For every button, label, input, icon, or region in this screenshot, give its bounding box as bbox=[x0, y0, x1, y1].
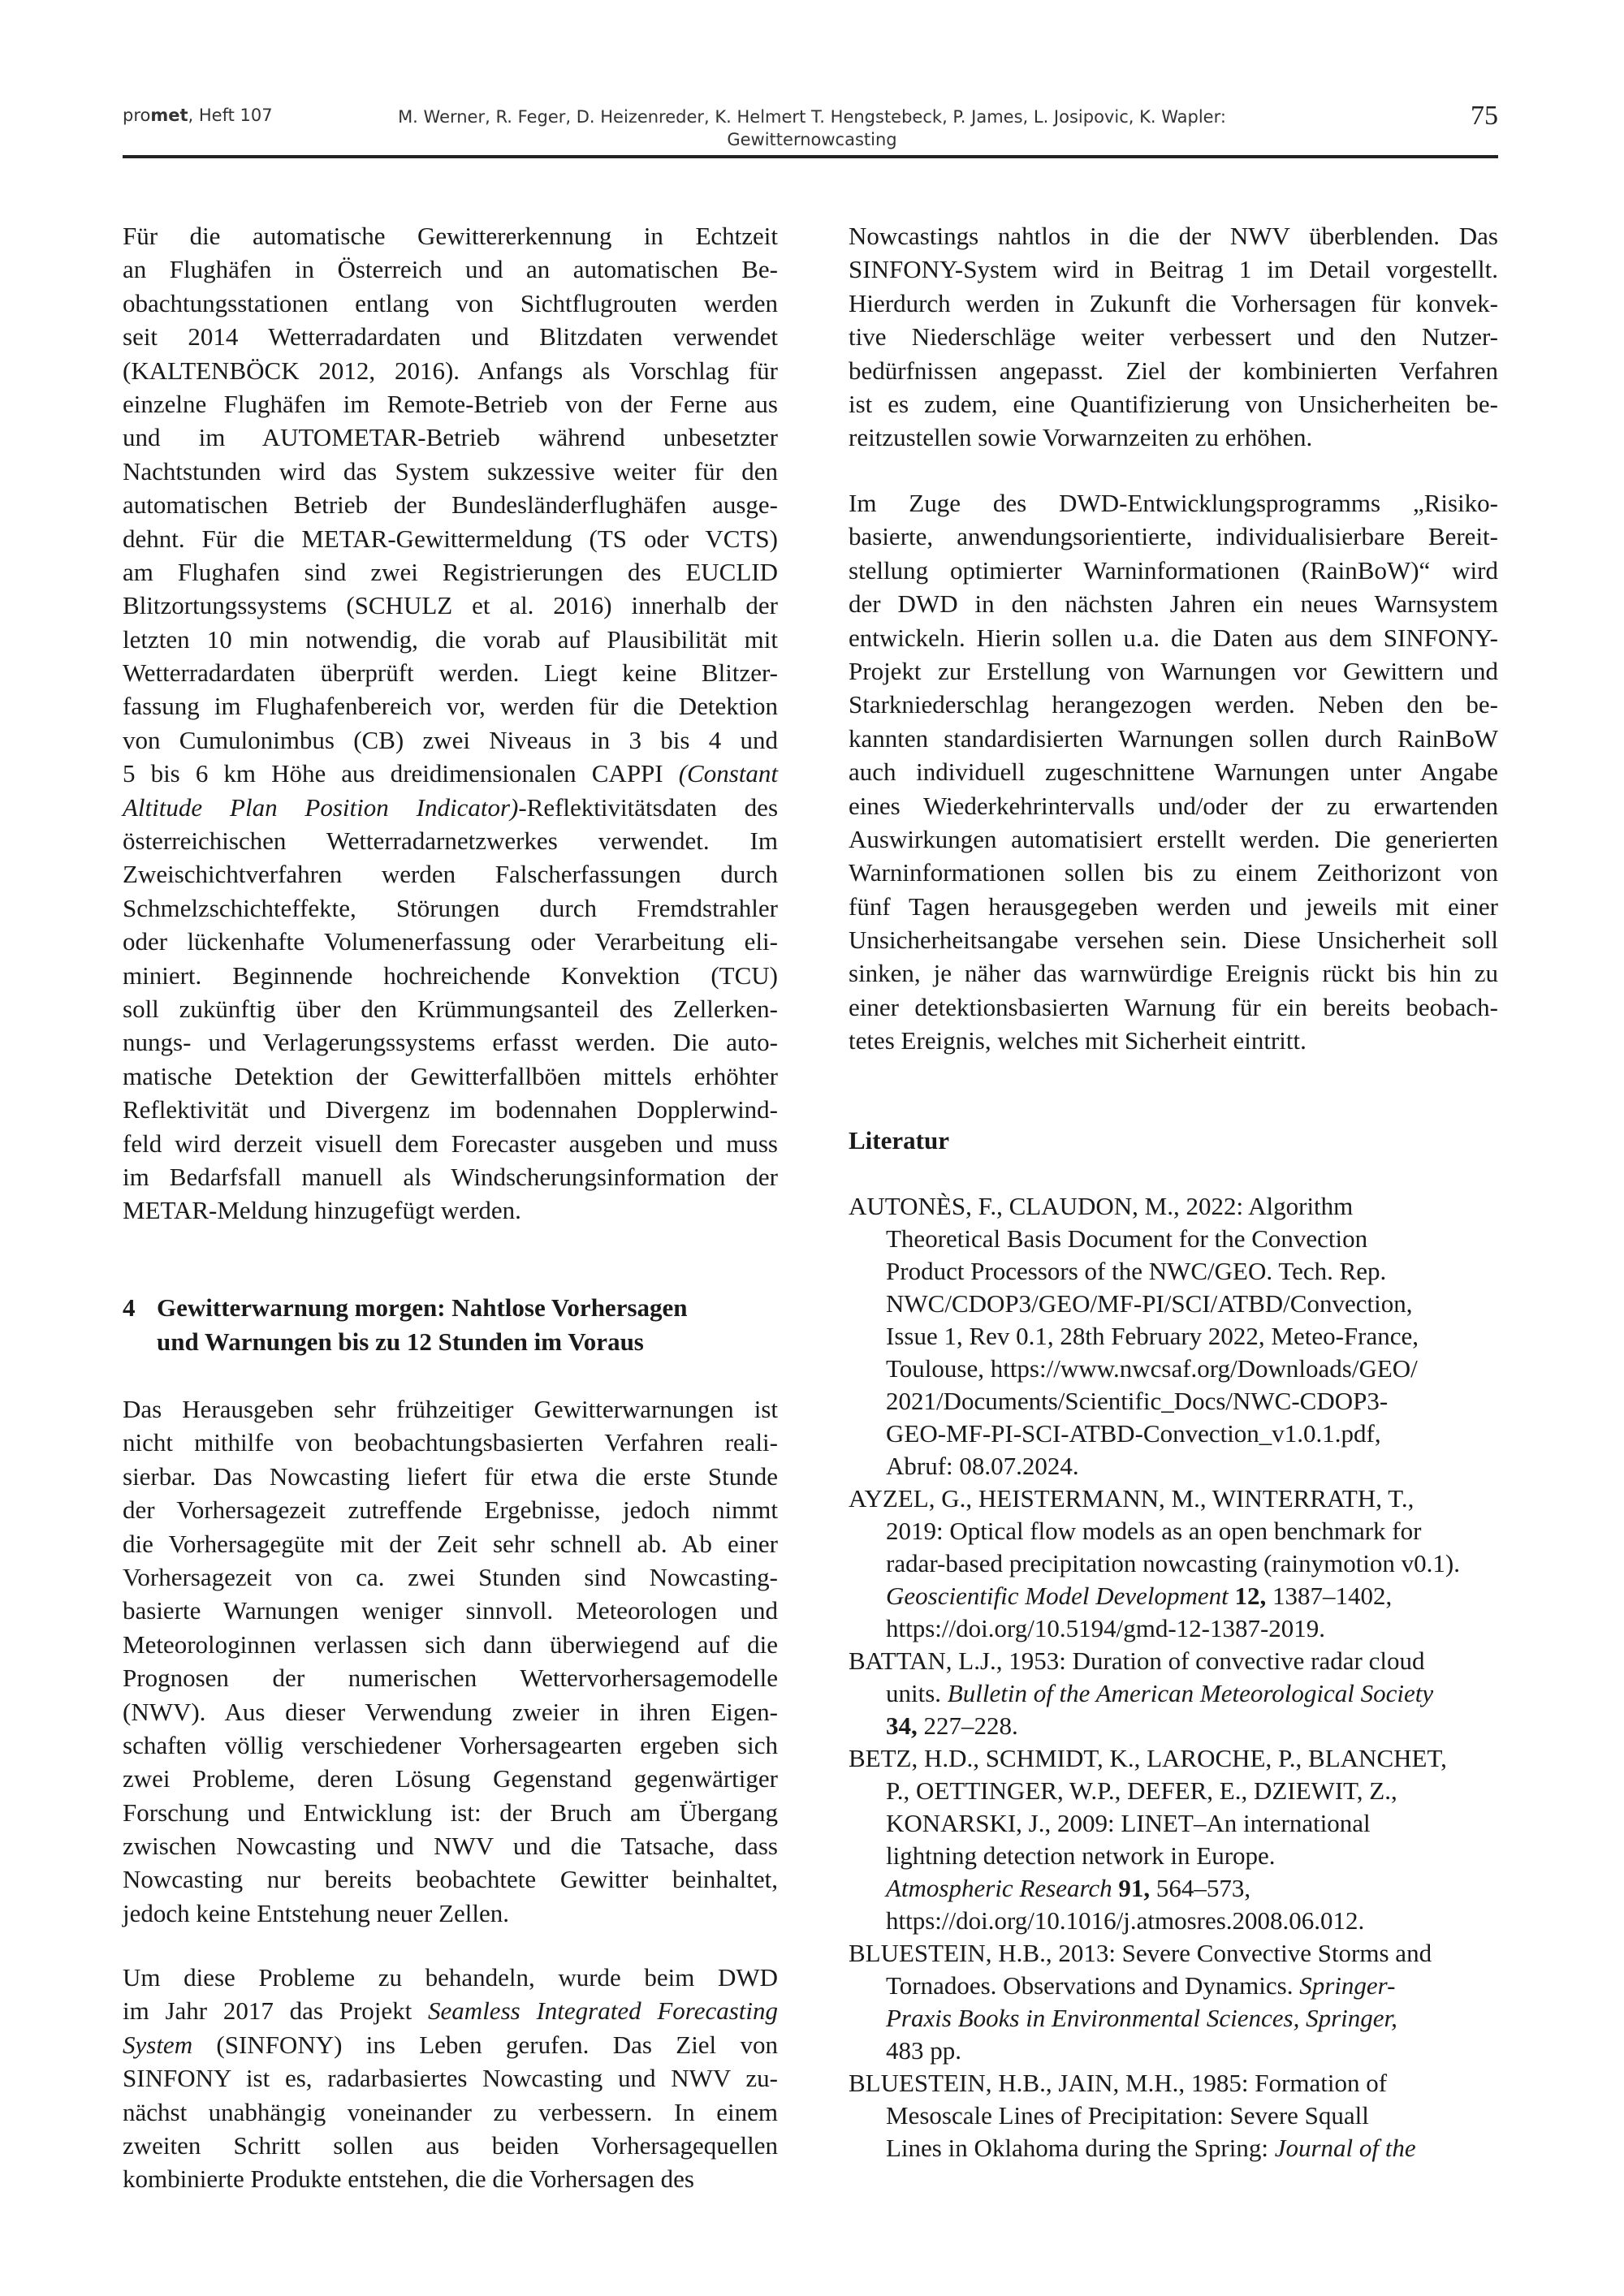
text: (NWV). Aus dieser Verwendung zweier in ihren Eigen- bbox=[123, 1697, 778, 1726]
text: Das Herausgeben sehr frühzeitiger Gewitterwarnungen ist bbox=[123, 1395, 778, 1423]
text-line bbox=[123, 320, 778, 353]
text-line bbox=[123, 1093, 778, 1126]
text: letzten 10 min notwendig, die vorab auf Plausibilität mit bbox=[123, 624, 778, 654]
reference-line bbox=[849, 2067, 1498, 2100]
reference-entry bbox=[849, 1742, 1498, 1937]
text: Zweischichtverfahren werden Falscherfassungen durch bbox=[123, 860, 778, 889]
text: Blitzortungssystems (SCHULZ et al. 2016) innerhalb der bbox=[123, 591, 778, 620]
literature-heading: Literatur bbox=[849, 1126, 949, 1154]
text: basierte Warnungen weniger sinnvoll. Meteorologen und bbox=[123, 1596, 778, 1625]
text: bedürfnissen angepasst. Ziel der kombinierten Verfahren bbox=[849, 356, 1498, 385]
text-line bbox=[123, 1426, 778, 1459]
text: zweiten Schritt sollen aus beiden Vorhersagequellen bbox=[123, 2130, 778, 2160]
text-line bbox=[849, 822, 1498, 856]
text-line bbox=[849, 990, 1498, 1024]
reference-line bbox=[849, 1677, 1498, 1710]
text: Hierdurch werden in Zukunft die Vorhersagen für konvek- bbox=[849, 288, 1498, 317]
text: obachtungsstationen entlang von Sichtflugrouten werden bbox=[123, 288, 778, 317]
text: auch individuell zugeschnittene Warnungen unter Angabe bbox=[849, 757, 1498, 787]
text: radar-based precipitation nowcasting (rainymotion v0.1). bbox=[886, 1549, 1460, 1577]
text: Projekt zur Erstellung von Warnungen vor Gewittern und bbox=[849, 656, 1498, 685]
text: oder lückenhafte Volumenerfassung oder Verarbeitung eli- bbox=[123, 927, 778, 956]
reference-line bbox=[849, 1385, 1498, 1418]
reference-line bbox=[849, 1223, 1498, 1255]
text: tive Niederschläge weiter verbessert und den Nutzer- bbox=[849, 322, 1498, 352]
text: Starkniederschlag herangezogen werden. Neben den be- bbox=[849, 690, 1498, 719]
text-line bbox=[123, 1193, 778, 1227]
article-short-title: Gewitternowcasting bbox=[727, 130, 897, 149]
text-line bbox=[849, 320, 1498, 353]
italic-text: Springer- bbox=[1299, 1971, 1396, 2000]
reference-line bbox=[849, 2035, 1498, 2067]
text-line bbox=[849, 956, 1498, 990]
text: dehnt. Für die METAR-Gewittermeldung (TS oder VCTS) bbox=[123, 524, 778, 553]
text-line bbox=[849, 621, 1498, 654]
text: sierbar. Das Nowcasting liefert für etwa die erste Stunde bbox=[123, 1461, 778, 1491]
text: 227–228. bbox=[917, 1711, 1018, 1740]
text-line bbox=[123, 1796, 778, 1829]
reference-entry bbox=[849, 2067, 1498, 2164]
text-line bbox=[849, 486, 1498, 520]
text: Prognosen der numerischen Wettervorhersagemodelle bbox=[123, 1664, 778, 1693]
text: 5 bis 6 km Höhe aus dreidimensionalen CAPPI bbox=[123, 759, 679, 788]
paragraph bbox=[849, 486, 1498, 1058]
reference-line bbox=[849, 1515, 1498, 1547]
text-line bbox=[123, 824, 778, 857]
text: GEO-MF-PI-SCI-ATBD-Convection_v1.0.1.pdf, bbox=[886, 1419, 1381, 1448]
text: Nachtstunden wird das System sukzessive weiter für den bbox=[123, 456, 778, 486]
section-title-line: Gewitterwarnung morgen: Nahtlose Vorhersagen bbox=[157, 1293, 688, 1322]
italic-text: Altitude Plan Position Indicator) bbox=[123, 792, 519, 822]
text-line bbox=[849, 654, 1498, 688]
text: nungs- und Verlagerungssystems erfasst werden. Die auto- bbox=[123, 1028, 778, 1057]
section-heading bbox=[123, 1291, 778, 1359]
text: Mesoscale Lines of Precipitation: Severe Squall bbox=[886, 2101, 1369, 2130]
text: Vorhersagezeit von ca. zwei Stunden sind Nowcasting- bbox=[123, 1562, 778, 1591]
text-line bbox=[849, 252, 1498, 286]
text-line bbox=[123, 1392, 778, 1426]
bold-text: 34, bbox=[886, 1711, 918, 1740]
text-line bbox=[849, 421, 1498, 454]
reference-line bbox=[849, 2132, 1498, 2164]
paragraph bbox=[123, 219, 778, 1228]
text-line bbox=[123, 1160, 778, 1193]
text: die Vorhersagegüte mit der Zeit sehr schnell ab. Ab einer bbox=[123, 1529, 778, 1558]
text-line bbox=[849, 287, 1498, 320]
text: fassung im Flughafenbereich vor, werden für die Detektion bbox=[123, 692, 778, 721]
text: am Flughafen sind zwei Registrierungen des EUCLID bbox=[123, 557, 778, 586]
text-line bbox=[123, 656, 778, 689]
reference-line bbox=[849, 1255, 1498, 1288]
text: kannten standardisierten Warnungen sollen durch RainBoW bbox=[849, 723, 1498, 753]
page-number: 75 bbox=[1471, 101, 1498, 131]
reference-line bbox=[849, 1710, 1498, 1742]
text-line bbox=[123, 1728, 778, 1762]
text-line bbox=[123, 1897, 778, 1930]
section-title-line: und Warnungen bis zu 12 Stunden im Voraus bbox=[157, 1327, 644, 1356]
text: schaften völlig verschiedener Vorhersagearten ergeben sich bbox=[123, 1730, 778, 1759]
text: https://doi.org/10.1016/j.atmosres.2008.06.012. bbox=[886, 1906, 1365, 1935]
reference-line bbox=[849, 1612, 1498, 1645]
text: Nowcastings nahtlos in die der NWV überblenden. Das bbox=[849, 222, 1498, 250]
reference-entry bbox=[849, 1482, 1498, 1645]
reference-line bbox=[849, 1970, 1498, 2002]
text: sinken, je näher das warnwürdige Ereignis rückt bis hin zu bbox=[849, 959, 1498, 988]
text-line bbox=[123, 959, 778, 992]
reference-line bbox=[849, 1775, 1498, 1807]
text: matische Detektion der Gewitterfallböen mittels erhöhter bbox=[123, 1061, 778, 1090]
reference-line bbox=[849, 1872, 1498, 1905]
journal-name-pre: pro bbox=[123, 106, 151, 125]
text-line bbox=[123, 387, 778, 421]
text-line bbox=[123, 1127, 778, 1160]
text: BLUESTEIN, H.B., 2013: Severe Convective Storms and bbox=[849, 1939, 1432, 1967]
text: miniert. Beginnende hochreichende Konvektion (TCU) bbox=[123, 960, 778, 990]
text-line bbox=[123, 992, 778, 1025]
reference-entry bbox=[849, 1937, 1498, 2067]
text: Um diese Probleme zu behandeln, wurde beim DWD bbox=[123, 1963, 778, 1992]
text-line bbox=[123, 455, 778, 488]
text: BATTAN, L.J., 1953: Duration of convective radar cloud bbox=[849, 1646, 1425, 1675]
text: Theoretical Basis Document for the Convection bbox=[886, 1224, 1368, 1253]
text: soll zukünftig über den Krümmungsanteil des Zellerken- bbox=[123, 994, 778, 1023]
text-line bbox=[849, 688, 1498, 721]
text: BETZ, H.D., SCHMIDT, K., LAROCHE, P., BLANCHET, bbox=[849, 1744, 1447, 1772]
reference-entry bbox=[849, 1645, 1498, 1742]
text-line bbox=[123, 1060, 778, 1093]
text: im Jahr 2017 das Projekt bbox=[123, 1996, 429, 2026]
text: Nowcasting nur bereits beobachtete Gewitter beinhaltet, bbox=[123, 1865, 778, 1894]
text-line bbox=[123, 1460, 778, 1493]
reference-line bbox=[849, 1937, 1498, 1970]
text-line bbox=[849, 1024, 1498, 1057]
reference-line bbox=[849, 1353, 1498, 1385]
text: reitzustellen sowie Vorwarnzeiten zu erhöhen. bbox=[849, 423, 1313, 452]
text-line bbox=[123, 522, 778, 555]
text: Tornadoes. Observations and Dynamics. bbox=[886, 1971, 1300, 2000]
text-line bbox=[123, 1661, 778, 1694]
text: AUTONÈS, F., CLAUDON, M., 2022: Algorithm bbox=[849, 1192, 1354, 1220]
italic-text: Atmospheric Research bbox=[886, 1874, 1119, 1902]
text: Product Processors of the NWC/GEO. Tech. Rep. bbox=[886, 1257, 1387, 1285]
text: der Vorhersagezeit zutreffende Ergebnisse, jedoch nimmt bbox=[123, 1495, 778, 1525]
text: lightning detection network in Europe. bbox=[886, 1841, 1276, 1870]
text: Abruf: 08.07.2024. bbox=[886, 1452, 1079, 1480]
reference-line bbox=[849, 2002, 1498, 2035]
section-number: 4 bbox=[123, 1293, 136, 1322]
text-line bbox=[123, 1493, 778, 1526]
paragraph bbox=[123, 1392, 778, 1930]
reference-line bbox=[849, 2100, 1498, 2132]
text: 2019: Optical flow models as an open benchmark for bbox=[886, 1517, 1422, 1545]
text-line bbox=[123, 421, 778, 454]
text-line bbox=[123, 1695, 778, 1728]
text-line bbox=[123, 1829, 778, 1862]
text: Lines in Oklahoma during the Spring: bbox=[886, 2134, 1275, 2162]
text: fünf Tagen herausgegeben werden und jeweils mit einer bbox=[849, 891, 1498, 921]
italic-text: Bulletin of the American Meteorological Society bbox=[947, 1679, 1434, 1707]
text: Forschung und Entwicklung ist: der Bruch am Übergang bbox=[123, 1798, 778, 1827]
text-line bbox=[123, 1025, 778, 1059]
italic-text: Geoscientific Model Development bbox=[886, 1582, 1235, 1610]
text-line bbox=[849, 789, 1498, 822]
text-line bbox=[123, 791, 778, 824]
text: (SINFONY) ins Leben gerufen. Das Ziel von bbox=[192, 2030, 778, 2059]
text: nicht mithilfe von beobachtungsbasierten Verfahren reali- bbox=[123, 1428, 778, 1457]
text: zwei Probleme, deren Lösung Gegenstand gegenwärtiger bbox=[123, 1764, 778, 1793]
reference-line bbox=[849, 1450, 1498, 1482]
text: Issue 1, Rev 0.1, 28th February 2022, Meteo-France, bbox=[886, 1322, 1419, 1350]
italic-text: Journal of the bbox=[1274, 2134, 1416, 2162]
text: METAR-Meldung hinzugefügt werden. bbox=[123, 1196, 521, 1225]
text-line bbox=[123, 354, 778, 387]
text: basierte, anwendungsorientierte, individualisierbare Bereit- bbox=[849, 522, 1498, 551]
text: an Flughäfen in Österreich und an automatischen Be- bbox=[123, 255, 778, 284]
text-line bbox=[123, 1628, 778, 1661]
text-line bbox=[123, 1594, 778, 1627]
text-line bbox=[123, 287, 778, 320]
text-line bbox=[123, 757, 778, 790]
journal-issue-label: , Heft 107 bbox=[188, 106, 273, 125]
text-line bbox=[849, 520, 1498, 553]
text: Toulouse, https://www.nwcsaf.org/Downloads/GEO/ bbox=[886, 1354, 1418, 1383]
text: einer detektionsbasierten Warnung für ein bereits beobach- bbox=[849, 992, 1498, 1021]
text-line bbox=[123, 689, 778, 723]
text: Schmelzschichteffekte, Störungen durch Fremdstrahler bbox=[123, 893, 778, 922]
text-line bbox=[849, 755, 1498, 788]
text-line bbox=[849, 890, 1498, 923]
text: im Bedarfsfall manuell als Windscherungsinformation der bbox=[123, 1162, 778, 1191]
text-line bbox=[849, 856, 1498, 889]
text-line bbox=[123, 488, 778, 521]
text: Warninformationen sollen bis zu einem Zeithorizont von bbox=[849, 858, 1498, 887]
text: SINFONY ist es, radarbasiertes Nowcasting und NWV zu- bbox=[123, 2064, 778, 2093]
running-header bbox=[325, 106, 1299, 151]
text-line bbox=[849, 387, 1498, 421]
reference-line bbox=[849, 1742, 1498, 1775]
text: österreichischen Wetterradarnetzwerkes verwendet. Im bbox=[123, 826, 778, 856]
text: eines Wiederkehrintervalls und/oder der zu erwartenden bbox=[849, 791, 1498, 820]
reference-line bbox=[849, 1547, 1498, 1580]
text-line bbox=[123, 723, 778, 757]
journal-issue bbox=[123, 106, 273, 125]
text: Auswirkungen automatisiert erstellt werden. Die generierten bbox=[849, 824, 1498, 853]
italic-text: System bbox=[123, 2030, 193, 2059]
text-line bbox=[123, 1560, 778, 1594]
text: seit 2014 Wetterradardaten und Blitzdaten verwendet bbox=[123, 322, 778, 352]
text-line bbox=[123, 925, 778, 958]
text: Im Zuge des DWD-Entwicklungsprogramms „Risiko- bbox=[849, 489, 1498, 517]
text: Meteorologinnen verlassen sich dann überwiegend auf die bbox=[123, 1629, 778, 1659]
text: tetes Ereignis, welches mit Sicherheit eintritt. bbox=[849, 1026, 1307, 1055]
text: AYZEL, G., HEISTERMANN, M., WINTERRATH, T., bbox=[849, 1484, 1415, 1513]
text-line bbox=[123, 1862, 778, 1896]
text-line bbox=[123, 1961, 778, 1994]
text: Reflektivität und Divergenz im bodennahen Dopplerwind- bbox=[123, 1095, 778, 1124]
text-line bbox=[123, 623, 778, 656]
text-line bbox=[123, 1762, 778, 1795]
text-line bbox=[123, 1527, 778, 1560]
text: Für die automatische Gewittererkennung in Echtzeit bbox=[123, 222, 778, 250]
text-line bbox=[849, 554, 1498, 587]
text: (KALTENBÖCK 2012, 2016). Anfangs als Vorschlag für bbox=[123, 356, 778, 385]
reference-line bbox=[849, 1288, 1498, 1320]
text-line bbox=[123, 2061, 778, 2095]
italic-text: Praxis Books in Environmental Sciences, Springer, bbox=[886, 2004, 1397, 2032]
journal-name-bold: met bbox=[150, 106, 188, 125]
bold-text: 12, bbox=[1234, 1582, 1267, 1610]
bold-text: 91, bbox=[1118, 1874, 1151, 1902]
text-line bbox=[123, 2162, 778, 2195]
text: 1387–1402, bbox=[1266, 1582, 1393, 1610]
text: jedoch keine Entstehung neuer Zellen. bbox=[123, 1898, 510, 1927]
text: zwischen Nowcasting und NWV und die Tatsache, dass bbox=[123, 1832, 778, 1861]
text: der DWD in den nächsten Jahren ein neues Warnsystem bbox=[849, 589, 1498, 619]
text: von Cumulonimbus (CB) zwei Niveaus in 3 bis 4 und bbox=[123, 725, 778, 754]
text: automatischen Betrieb der Bundesländerflughäfen ausge- bbox=[123, 490, 778, 520]
text: und im AUTOMETAR-Betrieb während unbesetzter bbox=[123, 423, 778, 452]
text-line bbox=[849, 923, 1498, 956]
paragraph bbox=[123, 1961, 778, 2196]
text: feld wird derzeit visuell dem Forecaster ausgeben und muss bbox=[123, 1129, 778, 1158]
text: stellung optimierter Warninformationen (RainBoW)“ wird bbox=[849, 555, 1498, 585]
text: -Reflektivitätsdaten des bbox=[518, 792, 779, 822]
reference-line bbox=[849, 1482, 1498, 1515]
text: Unsicherheitsangabe versehen sein. Diese Unsicherheit soll bbox=[849, 926, 1498, 955]
text: kombinierte Produkte entstehen, die die Vorhersagen des bbox=[123, 2164, 694, 2194]
text-line bbox=[123, 891, 778, 925]
authors: M. Werner, R. Feger, D. Heizenreder, K. Helmert T. Hengstebeck, P. James, L. Josipovic, K. Wapler: bbox=[398, 107, 1226, 127]
reference-line bbox=[849, 1190, 1498, 1223]
text: KONARSKI, J., 2009: LINET–An international bbox=[886, 1809, 1371, 1837]
reference-line bbox=[849, 1580, 1498, 1612]
text: 2021/Documents/Scientific_Docs/NWC-CDOP3- bbox=[886, 1387, 1389, 1415]
text: BLUESTEIN, H.B., JAIN, M.H., 1985: Formation of bbox=[849, 2069, 1388, 2097]
text-line bbox=[123, 2028, 778, 2061]
header-rule bbox=[123, 155, 1498, 158]
italic-text: Seamless Integrated Forecasting bbox=[428, 1996, 779, 2026]
reference-line bbox=[849, 1645, 1498, 1677]
reference-line bbox=[849, 1840, 1498, 1872]
reference-entry bbox=[849, 1190, 1498, 1482]
text: entwickeln. Hierin sollen u.a. die Daten aus dem SINFONY- bbox=[849, 623, 1498, 652]
text-line bbox=[123, 555, 778, 589]
text: einzelne Flughäfen im Remote-Betrieb von der Ferne aus bbox=[123, 389, 778, 418]
text: SINFONY-System wird in Beitrag 1 im Detail vorgestellt. bbox=[849, 255, 1498, 284]
reference-list bbox=[849, 1190, 1498, 2164]
text: NWC/CDOP3/GEO/MF-PI/SCI/ATBD/Convection, bbox=[886, 1289, 1413, 1318]
text: nächst unabhängig voneinander zu verbessern. In einem bbox=[123, 2097, 778, 2126]
text: ist es zudem, eine Quantifizierung von Unsicherheiten be- bbox=[849, 389, 1498, 418]
text-line bbox=[123, 2129, 778, 2162]
text-line bbox=[123, 857, 778, 891]
text-line bbox=[849, 354, 1498, 387]
text: Wetterradardaten überprüft werden. Liegt keine Blitzer- bbox=[123, 658, 778, 688]
text-line bbox=[123, 219, 778, 252]
text-line bbox=[123, 2095, 778, 2129]
reference-line bbox=[849, 1905, 1498, 1937]
text: 483 pp. bbox=[886, 2036, 961, 2065]
text-line bbox=[849, 722, 1498, 755]
text: https://doi.org/10.5194/gmd-12-1387-2019. bbox=[886, 1614, 1326, 1642]
text-line bbox=[849, 219, 1498, 252]
text-line bbox=[123, 252, 778, 286]
paragraph bbox=[849, 219, 1498, 455]
reference-line bbox=[849, 1320, 1498, 1353]
italic-text: (Constant bbox=[678, 759, 778, 788]
text-line bbox=[123, 589, 778, 622]
text-line bbox=[123, 1994, 778, 2027]
text: 564–573, bbox=[1150, 1874, 1251, 1902]
reference-line bbox=[849, 1418, 1498, 1450]
reference-line bbox=[849, 1807, 1498, 1840]
text: units. bbox=[886, 1679, 948, 1707]
text: P., OETTINGER, W.P., DEFER, E., DZIEWIT, Z., bbox=[886, 1776, 1397, 1805]
text-line bbox=[849, 587, 1498, 620]
